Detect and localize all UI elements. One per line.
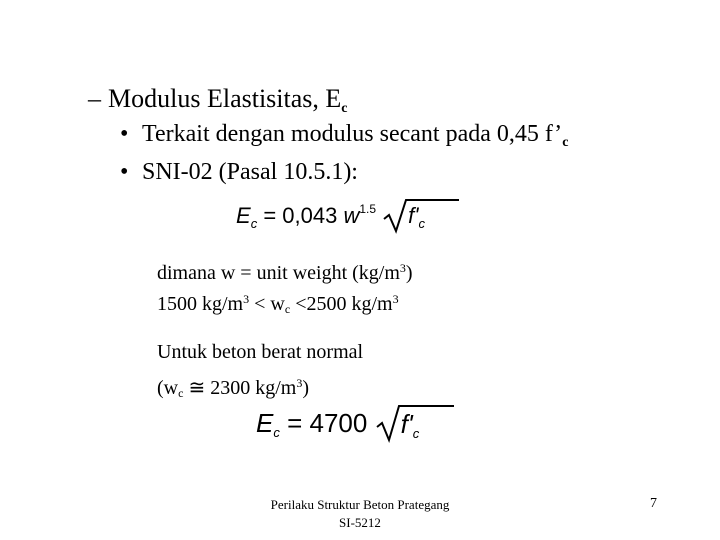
nw-sup: 3 — [296, 376, 303, 390]
bullet-subscript: c — [562, 135, 569, 150]
heading-subscript: c — [341, 101, 348, 116]
bullet-text: SNI-02 (Pasal 10.5.1): — [142, 159, 358, 185]
eq2-lhs-sub: c — [273, 425, 280, 440]
nw-sub: c — [178, 386, 184, 400]
nw-c: ) — [302, 377, 309, 399]
def2-sup1: 3 — [243, 292, 250, 306]
nw-a: (w — [157, 377, 179, 399]
eq2-lhs: E — [256, 408, 274, 438]
heading-text: Modulus Elastisitas, E — [108, 84, 342, 113]
eq1-w: w — [343, 203, 360, 228]
eq2-radicand-sub: c — [412, 426, 420, 442]
eq1-radicand-sub: c — [418, 216, 425, 232]
def2-sup2: 3 — [392, 292, 399, 306]
def1-text: dimana w = unit weight (kg/m — [157, 262, 400, 284]
definition-line-1 — [157, 256, 413, 285]
eq1-lhs-sub: c — [250, 216, 258, 231]
footer — [0, 496, 720, 532]
dash-marker: – — [88, 84, 101, 113]
heading-line — [88, 84, 348, 124]
eq1-lhs: E — [236, 203, 251, 228]
eq1-radicand: f' — [408, 203, 419, 229]
eq1-w-exp: 1.5 — [359, 202, 377, 216]
def2-b: < w — [249, 293, 285, 315]
nw-b: ≅ 2300 kg/m — [183, 377, 297, 399]
bullet-marker: • — [120, 121, 129, 147]
equation-modulus-normal — [256, 408, 419, 448]
normal-weight-line-1: Untuk beton berat normal — [157, 341, 364, 363]
eq1-equals: = 0,043 — [263, 203, 338, 228]
radical-sign-icon — [375, 403, 455, 443]
bullet-item — [120, 120, 568, 157]
page-number: 7 — [650, 496, 657, 511]
footer-course-code: SI-5212 — [339, 515, 381, 530]
def1-close: ) — [405, 262, 413, 284]
bullet-text: Terkait dengan modulus secant pada 0,45 f’ — [142, 121, 563, 147]
definition-line-2 — [157, 287, 399, 321]
equation-modulus-general — [236, 202, 425, 242]
def2-a: 1500 kg/m — [157, 293, 244, 315]
def2-sub: c — [284, 302, 291, 316]
bullet-item — [120, 158, 358, 186]
eq2-equals: = 4700 — [287, 408, 368, 438]
eq2-radicand: f' — [400, 409, 413, 440]
sqrt-symbol — [382, 203, 425, 231]
def1-sup: 3 — [399, 261, 406, 275]
sqrt-symbol — [375, 409, 420, 441]
radical-sign-icon — [382, 197, 460, 235]
def2-c: <2500 kg/m — [290, 293, 393, 315]
bullet-marker: • — [120, 159, 129, 185]
footer-course-title: Perilaku Struktur Beton Prategang — [270, 497, 450, 512]
normal-weight-line-2 — [157, 371, 309, 405]
